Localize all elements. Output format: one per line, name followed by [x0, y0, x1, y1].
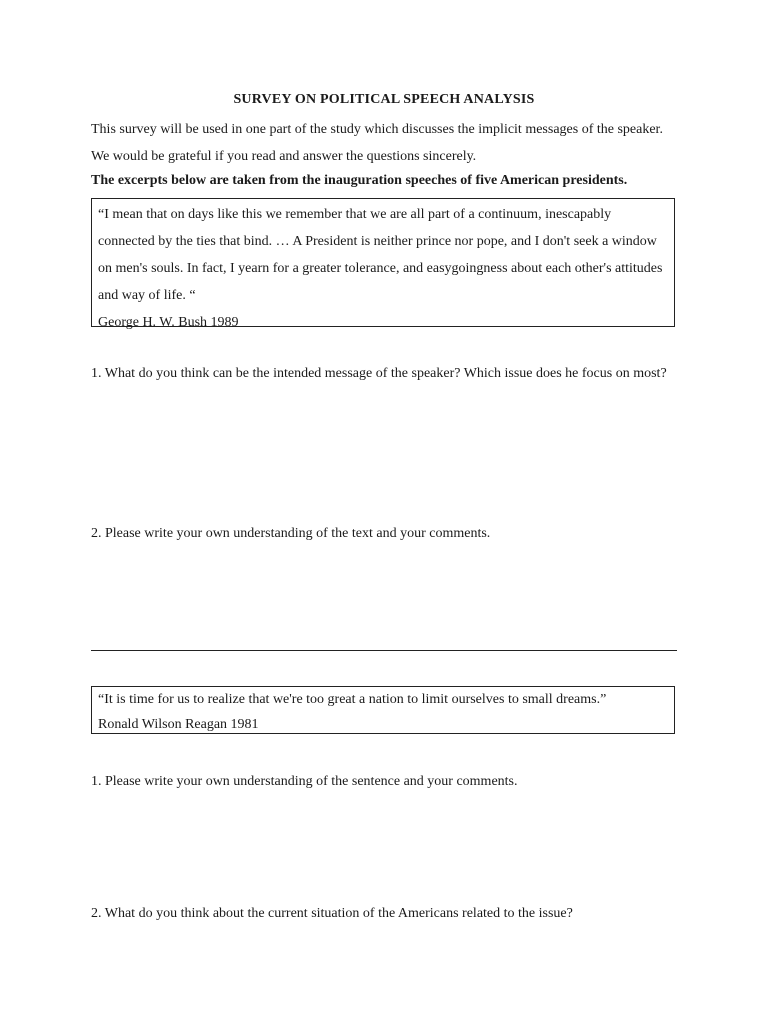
quote-attribution: George H. W. Bush 1989: [98, 315, 239, 330]
question-1-reagan: 1. Please write your own understanding of the sentence and your comments.: [91, 774, 518, 789]
quote-box-reagan: [91, 686, 675, 734]
excerpts-note: The excerpts below are taken from the inauguration speeches of five American presidents.: [91, 173, 628, 188]
quote-text: “It is time for us to realize that we're too great a nation to limit ourselves to small dreams.”: [98, 692, 607, 707]
question-1-bush: 1. What do you think can be the intended message of the speaker? Which issue does he focus on most?: [91, 366, 667, 381]
page-title: SURVEY ON POLITICAL SPEECH ANALYSIS: [233, 92, 535, 107]
quote-attribution: Ronald Wilson Reagan 1981: [98, 717, 259, 732]
section-divider: [91, 650, 677, 651]
quote-text: “I mean that on days like this we remember that we are all part of a continuum, inescapably connected by the ties that bind. … A President is neither prince nor pope, and I don't seek a window on men's souls. In fact, I yearn for a greater tolerance, and easygoingness about each other's attitudes and way of life. “: [98, 207, 663, 303]
question-2-reagan: 2. What do you think about the current situation of the Americans related to the issue?: [91, 906, 573, 921]
intro-paragraph: This survey will be used in one part of the study which discusses the implicit messages of the speaker. We would be grateful if you read and answer the questions sincerely.: [91, 122, 663, 164]
question-2-bush: 2. Please write your own understanding of the text and your comments.: [91, 526, 491, 541]
quote-box-bush: [91, 198, 675, 330]
